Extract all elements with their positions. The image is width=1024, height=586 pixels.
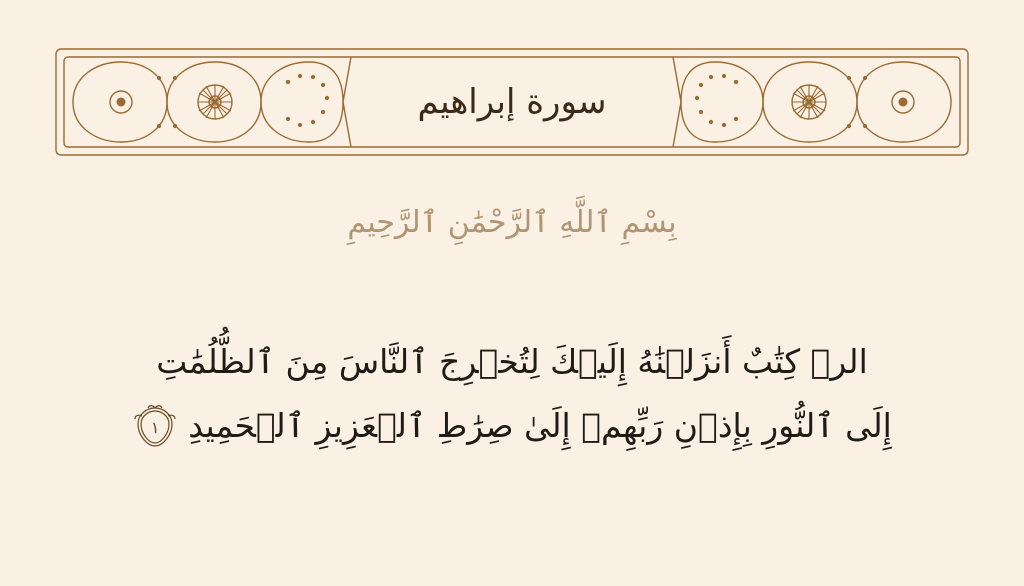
ayah-number: ١: [150, 417, 160, 437]
ayah-text-block: [40, 330, 984, 459]
ayah-line-1: الرۡ كِتَٰبٌ أَنزَلۡنَٰهُ إِلَيۡكَ لِتُخۡرِجَ ٱلنَّاسَ مِنَ ٱلظُّلُمَٰتِ: [156, 342, 868, 381]
basmala-text: بِسْمِ ٱللَّهِ ٱلرَّحْمَٰنِ ٱلرَّحِيمِ: [347, 205, 677, 240]
ayah-line-2-row: [40, 394, 984, 458]
ayah-number-marker: [132, 404, 178, 450]
surah-header: [55, 48, 969, 156]
surah-title: سورة إبراهيم: [417, 82, 607, 122]
ayah-line-2: إِلَى ٱلنُّورِ بِإِذۡنِ رَبِّهِمۡ إِلَىٰ صِرَٰطِ ٱلۡعَزِيزِ ٱلۡحَمِيدِ: [188, 406, 892, 446]
